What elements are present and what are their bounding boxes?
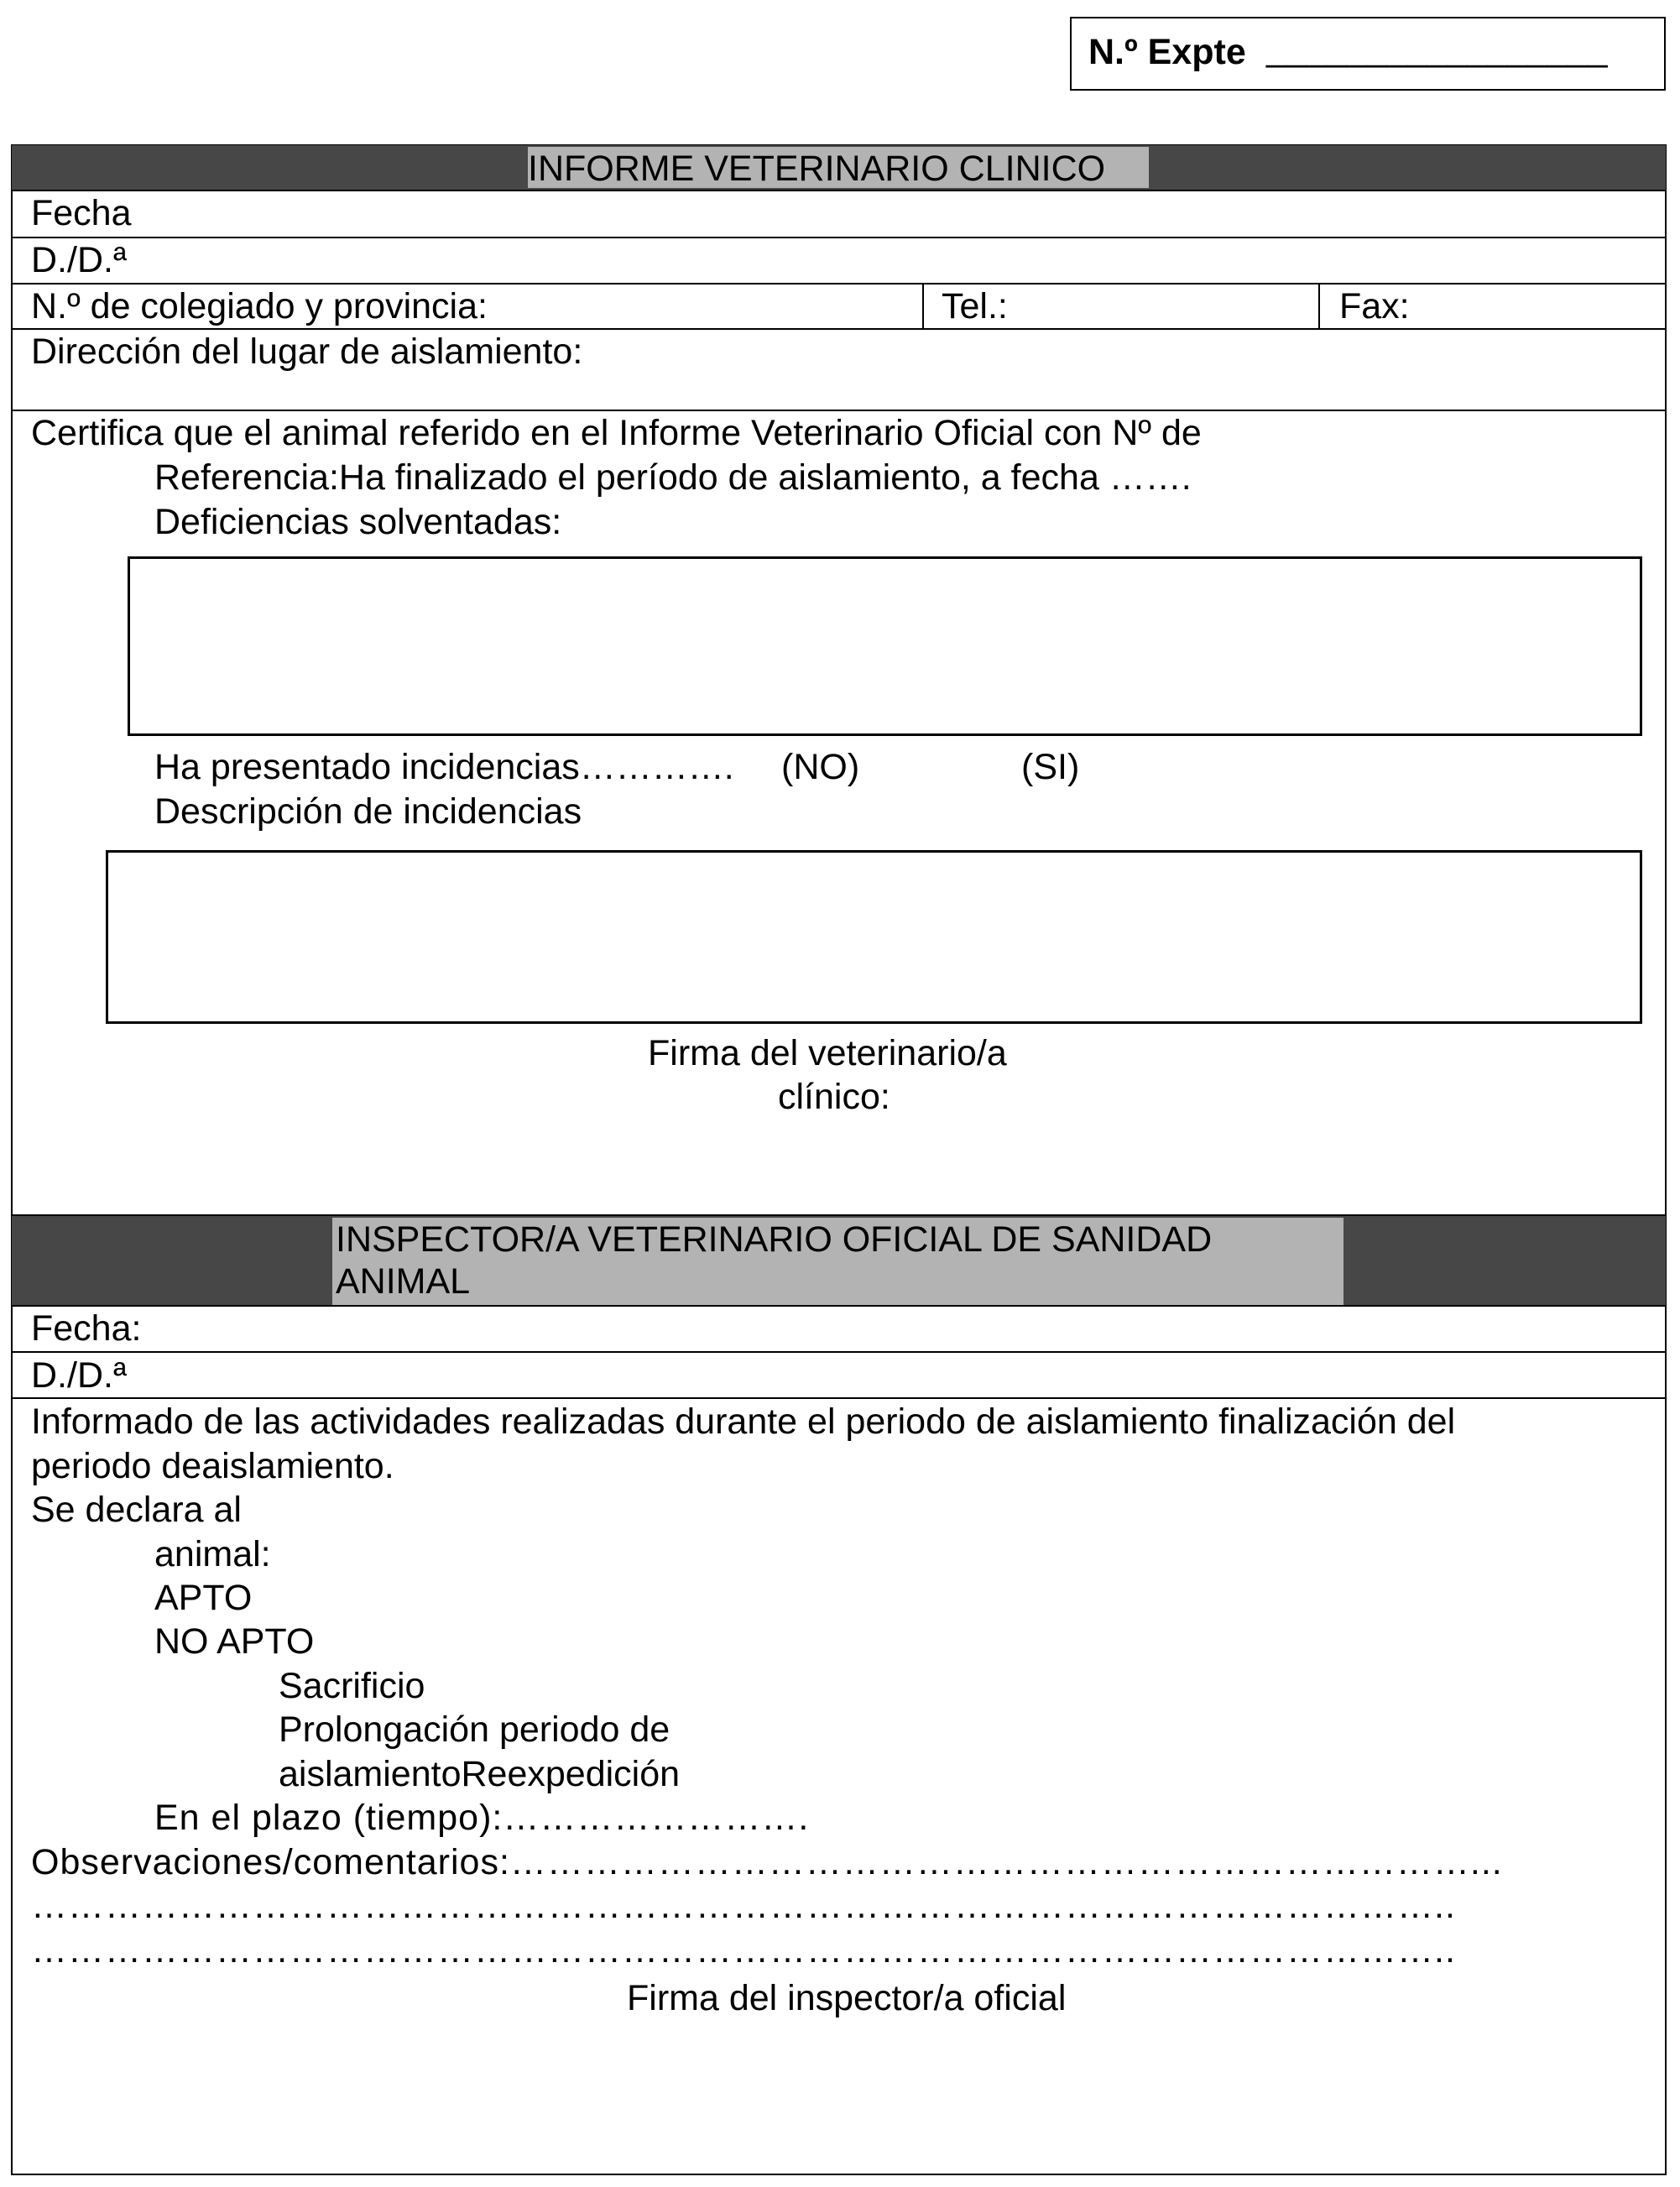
apto-option[interactable]: APTO (154, 1578, 253, 1618)
descripcion-label: Descripción de incidencias (154, 791, 582, 832)
prolongacion-line1[interactable]: Prolongación periodo de (279, 1709, 670, 1750)
oficial-title-line1: INSPECTOR/A VETERINARIO OFICIAL DE SANIDAD (336, 1219, 1213, 1260)
deficiencias-label: Deficiencias solventadas: (154, 502, 562, 542)
divider (12, 1397, 1666, 1399)
firma-veterinario-line2: clínico: (778, 1077, 890, 1117)
declara-line2: animal: (154, 1534, 271, 1574)
divider (12, 1305, 1666, 1307)
incidencias-si-option[interactable]: (SI) (1021, 747, 1080, 787)
referencia-text: Referencia:Ha finalizado el período de aislamiento, a fecha ……. (154, 457, 1192, 498)
informado-line2: periodo deaislamiento. (31, 1446, 394, 1486)
fax-label: Fax: (1339, 286, 1410, 326)
oficial-fecha-label: Fecha: (31, 1308, 142, 1349)
colegiado-label: N.º de colegiado y provincia: (31, 286, 488, 326)
clinico-dd-label: D./D.ª (31, 240, 127, 280)
sacrificio-option[interactable]: Sacrificio (279, 1666, 425, 1706)
oficial-title-line2: ANIMAL (336, 1261, 471, 1302)
plazo-field[interactable]: En el plazo (tiempo):……………………. (154, 1798, 810, 1838)
expediente-box (1070, 17, 1666, 91)
certifica-text: Certifica que el animal referido en el Informe Veterinario Oficial con Nº de (31, 413, 1202, 453)
observaciones-dots-line1[interactable]: …………………………………………………………………………………………………….. (31, 1886, 1456, 1926)
declara-line1: Se declara al (31, 1490, 242, 1530)
prolongacion-line2[interactable]: aislamientoReexpedición (279, 1754, 681, 1794)
divider (12, 237, 1666, 238)
clinico-fecha-label: Fecha (31, 193, 132, 233)
informado-line1: Informado de las actividades realizadas durante el periodo de aislamiento finalización del (31, 1401, 1456, 1442)
divider (922, 283, 924, 329)
direccion-label: Dirección del lugar de aislamiento: (31, 331, 583, 372)
no-apto-option[interactable]: NO APTO (154, 1621, 315, 1662)
oficial-dd-label: D./D.ª (31, 1355, 127, 1396)
incidencias-no-option[interactable]: (NO) (781, 747, 860, 787)
divider (1318, 283, 1320, 329)
divider (12, 1351, 1666, 1353)
descripcion-field[interactable] (106, 850, 1642, 1024)
clinico-title: INFORME VETERINARIO CLINICO (528, 147, 1149, 188)
incidencias-text: Ha presentado incidencias…………. (154, 747, 734, 787)
firma-inspector-label: Firma del inspector/a oficial (627, 1978, 1067, 2018)
tel-label: Tel.: (942, 286, 1008, 326)
oficial-title (332, 1218, 1343, 1305)
divider (12, 190, 1666, 191)
observaciones-dots-line2[interactable]: …………………………………………………………………………………………………….. (31, 1930, 1456, 1970)
expediente-label: N.º Expte (1088, 32, 1246, 72)
deficiencias-field[interactable] (128, 556, 1642, 736)
observaciones-field[interactable]: Observaciones/comentarios:……………………………………………………………………... (31, 1842, 1503, 1882)
expediente-blank: _________________ (1266, 29, 1608, 69)
firma-veterinario-line1: Firma del veterinario/a (648, 1033, 1007, 1073)
